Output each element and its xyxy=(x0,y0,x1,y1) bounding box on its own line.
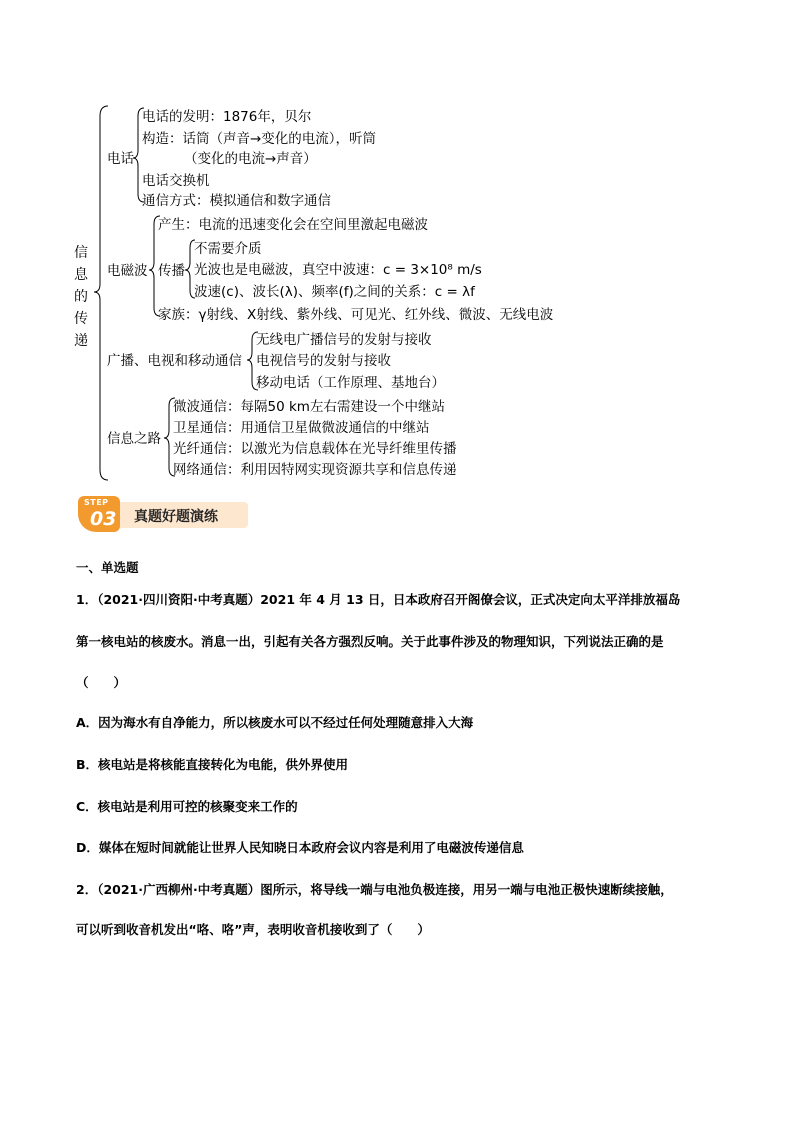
info-microwave: 微波通信：每隔50 km左右需建设一个中继站 xyxy=(173,399,445,415)
propagation-relation: 波速(c)、波长(λ)、频率(f)之间的关系：c = λf xyxy=(194,284,475,300)
info-fiber: 光纤通信：以激光为信息载体在光导纤维里传播 xyxy=(173,441,457,457)
phone-modes: 通信方式：模拟通信和数字通信 xyxy=(142,193,331,209)
broadcast-radio: 无线电广播信号的发射与接收 xyxy=(256,332,432,348)
step-number: 03 xyxy=(90,508,117,530)
info-road-label: 信息之路 xyxy=(107,431,161,447)
root-char: 递 xyxy=(74,333,88,349)
propagation-label: 传播 xyxy=(158,263,185,279)
phone-invention: 电话的发明：1876年，贝尔 xyxy=(142,109,312,125)
q1-option-b: B．核电站是将核能直接转化为电能，供外界使用 xyxy=(76,757,349,772)
em-wave-label: 电磁波 xyxy=(107,263,148,279)
propagation-no-medium: 不需要介质 xyxy=(194,241,262,257)
broadcast-tv: 电视信号的发射与接收 xyxy=(256,353,391,369)
q2-stem-line1: 2．（2021·广西柳州·中考真题）图所示，将导线一端与电池负极连接，用另一端与电池正极快速断续接触， xyxy=(76,882,673,897)
section-title: 一、单选题 xyxy=(76,560,139,575)
phone-structure-cont: （变化的电流→声音） xyxy=(184,151,317,167)
step-word: STEP xyxy=(84,498,109,507)
root-char: 的 xyxy=(74,289,88,305)
q2-stem-line2: 可以听到收音机发出“咯、咯”声，表明收音机接收到了（ ） xyxy=(76,922,430,937)
em-generation: 产生：电流的迅速变化会在空间里激起电磁波 xyxy=(158,217,428,233)
step-title: 真题好题演练 xyxy=(134,509,218,525)
q1-answer-blank: （ ） xyxy=(76,675,127,690)
q1-option-a: A．因为海水有自净能力，所以核废水可以不经过任何处理随意排入大海 xyxy=(76,715,474,730)
root-char: 息 xyxy=(74,267,88,283)
phone-exchange: 电话交换机 xyxy=(142,173,210,189)
phone-label: 电话 xyxy=(107,151,134,167)
broadcast-mobile: 移动电话（工作原理、基地台） xyxy=(256,375,445,391)
propagation-light: 光波也是电磁波，真空中波速：c = 3×10⁸ m/s xyxy=(194,262,482,278)
info-satellite: 卫星通信：用通信卫星做微波通信的中继站 xyxy=(173,420,430,436)
root-char: 信 xyxy=(74,245,88,261)
em-family: 家族：γ射线、X射线、紫外线、可见光、红外线、微波、无线电波 xyxy=(158,307,554,323)
q1-stem-line2: 第一核电站的核废水。消息一出，引起有关各方强烈反响。关于此事件涉及的物理知识，下列说法正确的是 xyxy=(76,634,664,649)
q1-stem-line1: 1．（2021·四川资阳·中考真题）2021 年 4 月 13 日，日本政府召开阁僚会议，正式决定向太平洋排放福岛 xyxy=(76,592,681,607)
q1-option-d: D．媒体在短时间就能让世界人民知晓日本政府会议内容是利用了电磁波传递信息 xyxy=(76,840,524,855)
q1-option-c: C．核电站是利用可控的核聚变来工作的 xyxy=(76,799,298,814)
root-char: 传 xyxy=(74,311,88,327)
phone-structure: 构造：话筒（声音→变化的电流），听筒 xyxy=(142,131,377,147)
info-network: 网络通信：利用因特网实现资源共享和信息传递 xyxy=(173,462,457,478)
broadcast-label: 广播、电视和移动通信 xyxy=(107,353,242,369)
